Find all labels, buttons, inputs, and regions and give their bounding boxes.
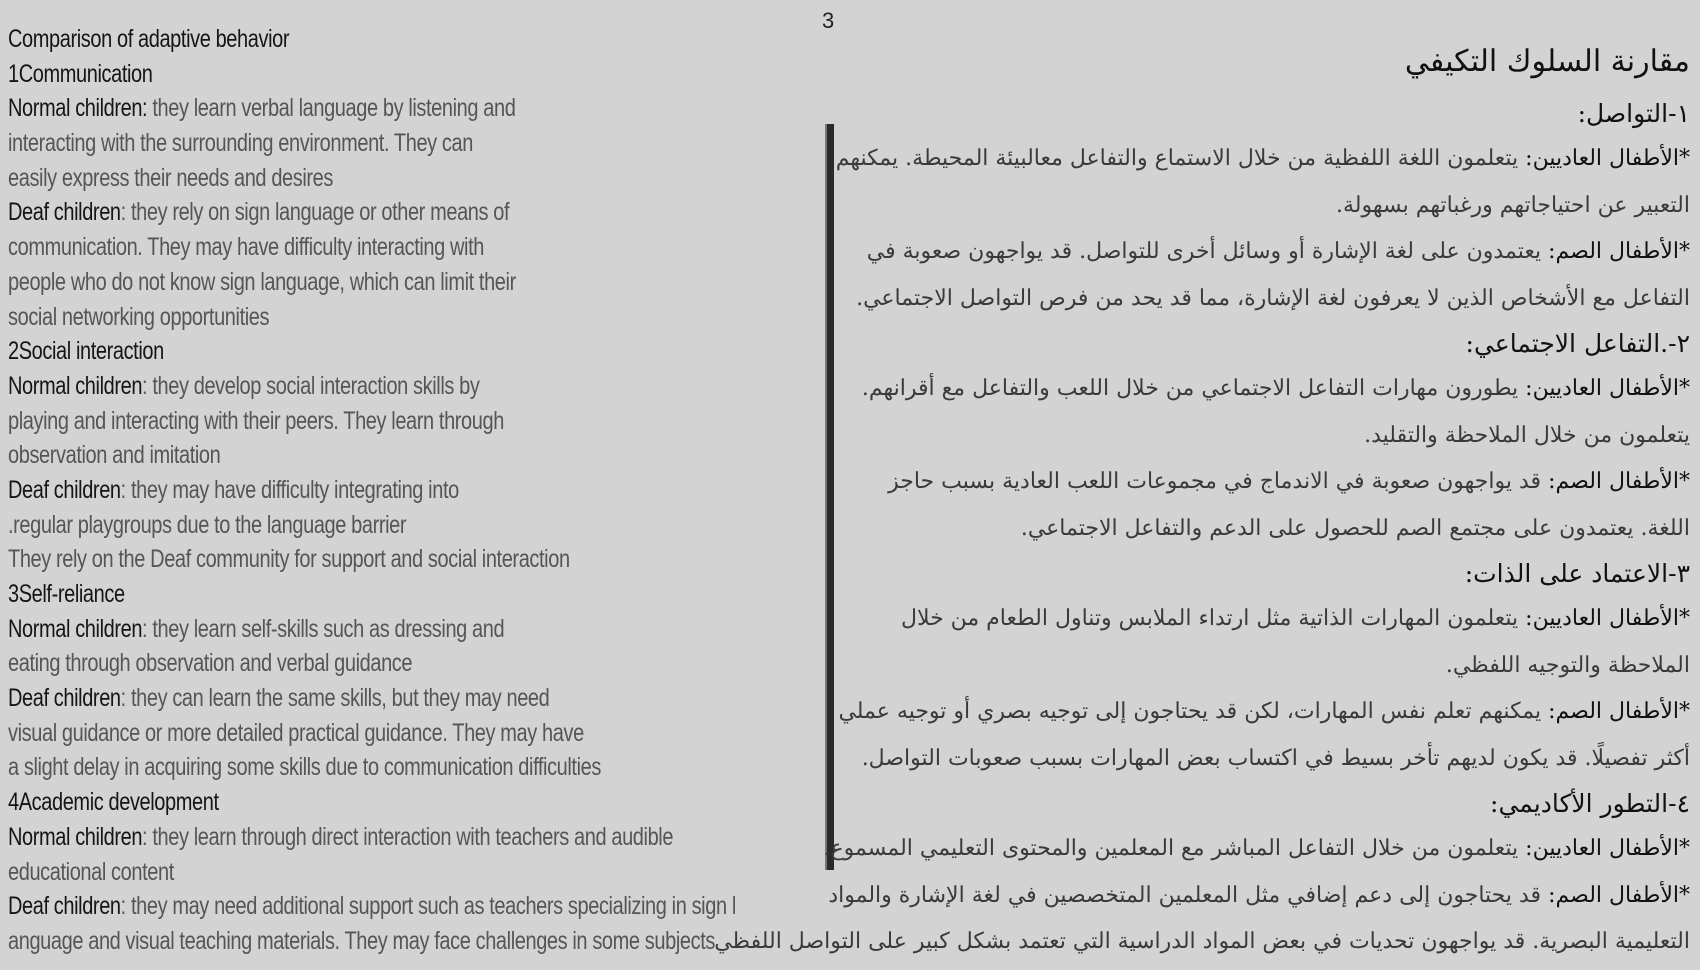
arabic-line [820,506,1690,553]
english-line-text: social networking opportunities [8,302,270,331]
english-line-text: visual guidance or more detailed practical guidance. They may have [8,718,584,747]
english-line [8,820,674,855]
english-line-label: Deaf children [8,475,121,504]
english-line [8,508,648,543]
page-number: 3 [822,8,835,33]
english-line-label: 2Social interaction [8,337,164,366]
english-line [8,542,648,577]
arabic-heading [820,322,1690,366]
english-line-label: 4Academic development [8,788,219,817]
arabic-line-label: *الأطفال الصم: [1548,699,1690,724]
arabic-column [714,32,1690,966]
arabic-line-label: *الأطفال العاديين: [1525,606,1690,631]
english-line [8,126,648,161]
english-line-label: Normal children [8,614,143,643]
english-line-text: : they learn self-skills such as dressing and [142,614,505,643]
arabic-line-label: *الأطفال الصم: [1548,239,1690,264]
english-line-text: interacting with the surrounding environment. They can [8,129,473,158]
arabic-line [820,136,1690,183]
english-line-label: Deaf children [8,198,121,227]
english-line [8,646,648,681]
english-line-text: people who do not know sign language, which can limit their [8,267,516,296]
english-line-text: playing and interacting with their peers. They learn through [8,406,504,435]
english-line-text: : they rely on sign language or other means of [120,198,510,227]
english-line [8,230,648,265]
arabic-heading [820,782,1690,826]
english-line [8,195,648,230]
english-line [8,785,648,820]
arabic-line-text: يطورون مهارات التفاعل الاجتماعي من خلال اللعب والتفاعل مع أقرانهم. [861,376,1526,401]
arabic-line [820,183,1690,230]
arabic-heading [820,552,1690,596]
arabic-title: مقارنة السلوك التكيفي [1404,44,1690,79]
english-line [8,265,648,300]
english-line [8,612,648,647]
english-line-label: 1Communication [8,59,153,88]
english-line-text: : they may need additional support such as teachers specializing in sign l [120,892,736,921]
arabic-line-label: *الأطفال الصم: [1548,882,1690,908]
arabic-line-text: التعليمية البصرية. قد يواجهون تحديات في بعض المواد الدراسية التي تعتمد بشكل كبير على التواصل اللفظي [714,929,1690,954]
english-line-text: eating through observation and verbal guidance [8,649,413,678]
english-line-text: communication. They may have difficulty interacting with [8,233,484,262]
english-line-label: Normal children [8,371,143,400]
english-line-text: a slight delay in acquiring some skills due to communication difficulties [8,753,601,782]
english-line [8,57,648,92]
english-line-label: Deaf children [8,684,121,713]
english-line-label: Comparison of adaptive behavior [8,25,290,53]
english-line-text: observation and imitation [8,441,221,470]
english-line [8,91,648,126]
english-line [8,473,648,508]
arabic-line-text: قد يحتاجون إلى دعم إضافي مثل المعلمين المتخصصين في لغة الإشارة والمواد [828,882,1549,908]
arabic-line [820,276,1690,323]
arabic-line [820,689,1690,736]
english-line [8,300,648,335]
arabic-line-label: *الأطفال الصم: [1548,469,1690,494]
arabic-line-text: أكثر تفصيلًا. قد يكون لديهم تأخر بسيط في اكتساب بعض المهارات بسبب صعوبات التواصل. [861,745,1690,771]
english-line [8,334,648,369]
arabic-line-text: يتعلمون المهارات الذاتية مثل ارتداء الملابس وتناول الطعام من خلال [900,606,1526,631]
arabic-line [714,919,1690,966]
arabic-heading [820,92,1690,136]
arabic-line [820,826,1690,873]
arabic-line-text: يعتمدون على لغة الإشارة أو وسائل أخرى للتواصل. قد يواجهون صعوبة في [866,239,1549,264]
english-line [8,369,648,404]
english-line-text: educational content [8,857,174,886]
arabic-line-text: اللغة. يعتمدون على مجتمع الصم للحصول على الدعم والتفاعل الاجتماعي. [1020,515,1690,541]
english-line [8,577,648,612]
english-line [8,716,648,751]
arabic-line [820,459,1690,506]
english-line-label: 3Self-reliance [8,580,125,608]
arabic-line-text: ٣-الاعتماد على الذات: [1464,559,1690,588]
english-line [8,889,736,924]
arabic-line-text: يتعلمون من خلال الملاحظة والتقليد. [1364,422,1690,448]
arabic-line-text: الملاحظة والتوجيه اللفظي. [1445,652,1690,678]
arabic-line-text: ١-التواصل: [1577,99,1690,128]
english-line [8,22,648,57]
english-line [8,855,648,890]
english-line [8,681,648,716]
english-line-text: They rely on the Deaf community for support and social interaction [8,545,570,574]
english-line-label: Normal children: [8,94,148,123]
arabic-line-text: ٢-.التفاعل الاجتماعي: [1465,329,1690,358]
english-column [8,22,808,959]
english-line [8,750,648,785]
arabic-line-label: *الأطفال العاديين: [1525,376,1690,401]
arabic-line [820,229,1690,276]
arabic-line-label: *الأطفال العاديين: [1525,146,1690,171]
english-line-text: : they develop social interaction skills by [142,371,480,400]
arabic-line [820,873,1690,920]
arabic-line [820,643,1690,690]
arabic-line-text: يتعلمون اللغة اللفظية من خلال الاستماع والتفاعل معالبيئة المحيطة. يمكنهم [835,146,1526,171]
english-line-text: : they may have difficulty integrating into [120,475,459,504]
english-line-text: anguage and visual teaching materials. They may face challenges in some subjects [8,926,715,955]
arabic-line-text: يمكنهم تعلم نفس المهارات، لكن قد يحتاجون إلى توجيه بصري أو توجيه عملي [838,699,1549,724]
english-line [8,438,648,473]
english-line [8,161,648,196]
arabic-line [820,736,1690,783]
arabic-line-text: التفاعل مع الأشخاص الذين لا يعرفون لغة الإشارة، مما قد يحد من فرص التواصل الاجتماعي. [856,285,1690,311]
english-line-text: .regular playgroups due to the language barrier [8,510,407,539]
arabic-line-text: قد يواجهون صعوبة في الاندماج في مجموعات اللعب العادية بسبب حاجز [888,469,1549,494]
arabic-line [820,596,1690,643]
arabic-line [820,366,1690,413]
english-line [8,404,648,439]
arabic-line-label: *الأطفال العاديين: [1525,836,1690,861]
arabic-line-text: التعبير عن احتياجاتهم ورغباتهم بسهولة. [1336,192,1690,218]
english-line [8,924,715,959]
english-line-label: Normal children [8,822,143,851]
english-line-text: easily express their needs and desires [8,163,333,192]
english-line-text: they learn verbal language by listening and [147,94,516,123]
arabic-line-text: يتعلمون من خلال التفاعل المباشر مع المعلمين والمحتوى التعليمي المسموع. [823,836,1526,861]
arabic-line [820,413,1690,460]
english-line-label: Deaf children [8,892,121,921]
english-line-text: : they can learn the same skills, but they may need [120,684,550,713]
english-line-text: : they learn through direct interaction with teachers and audible [142,822,674,851]
arabic-line-text: ٤-التطور الأكاديمي: [1490,789,1690,818]
